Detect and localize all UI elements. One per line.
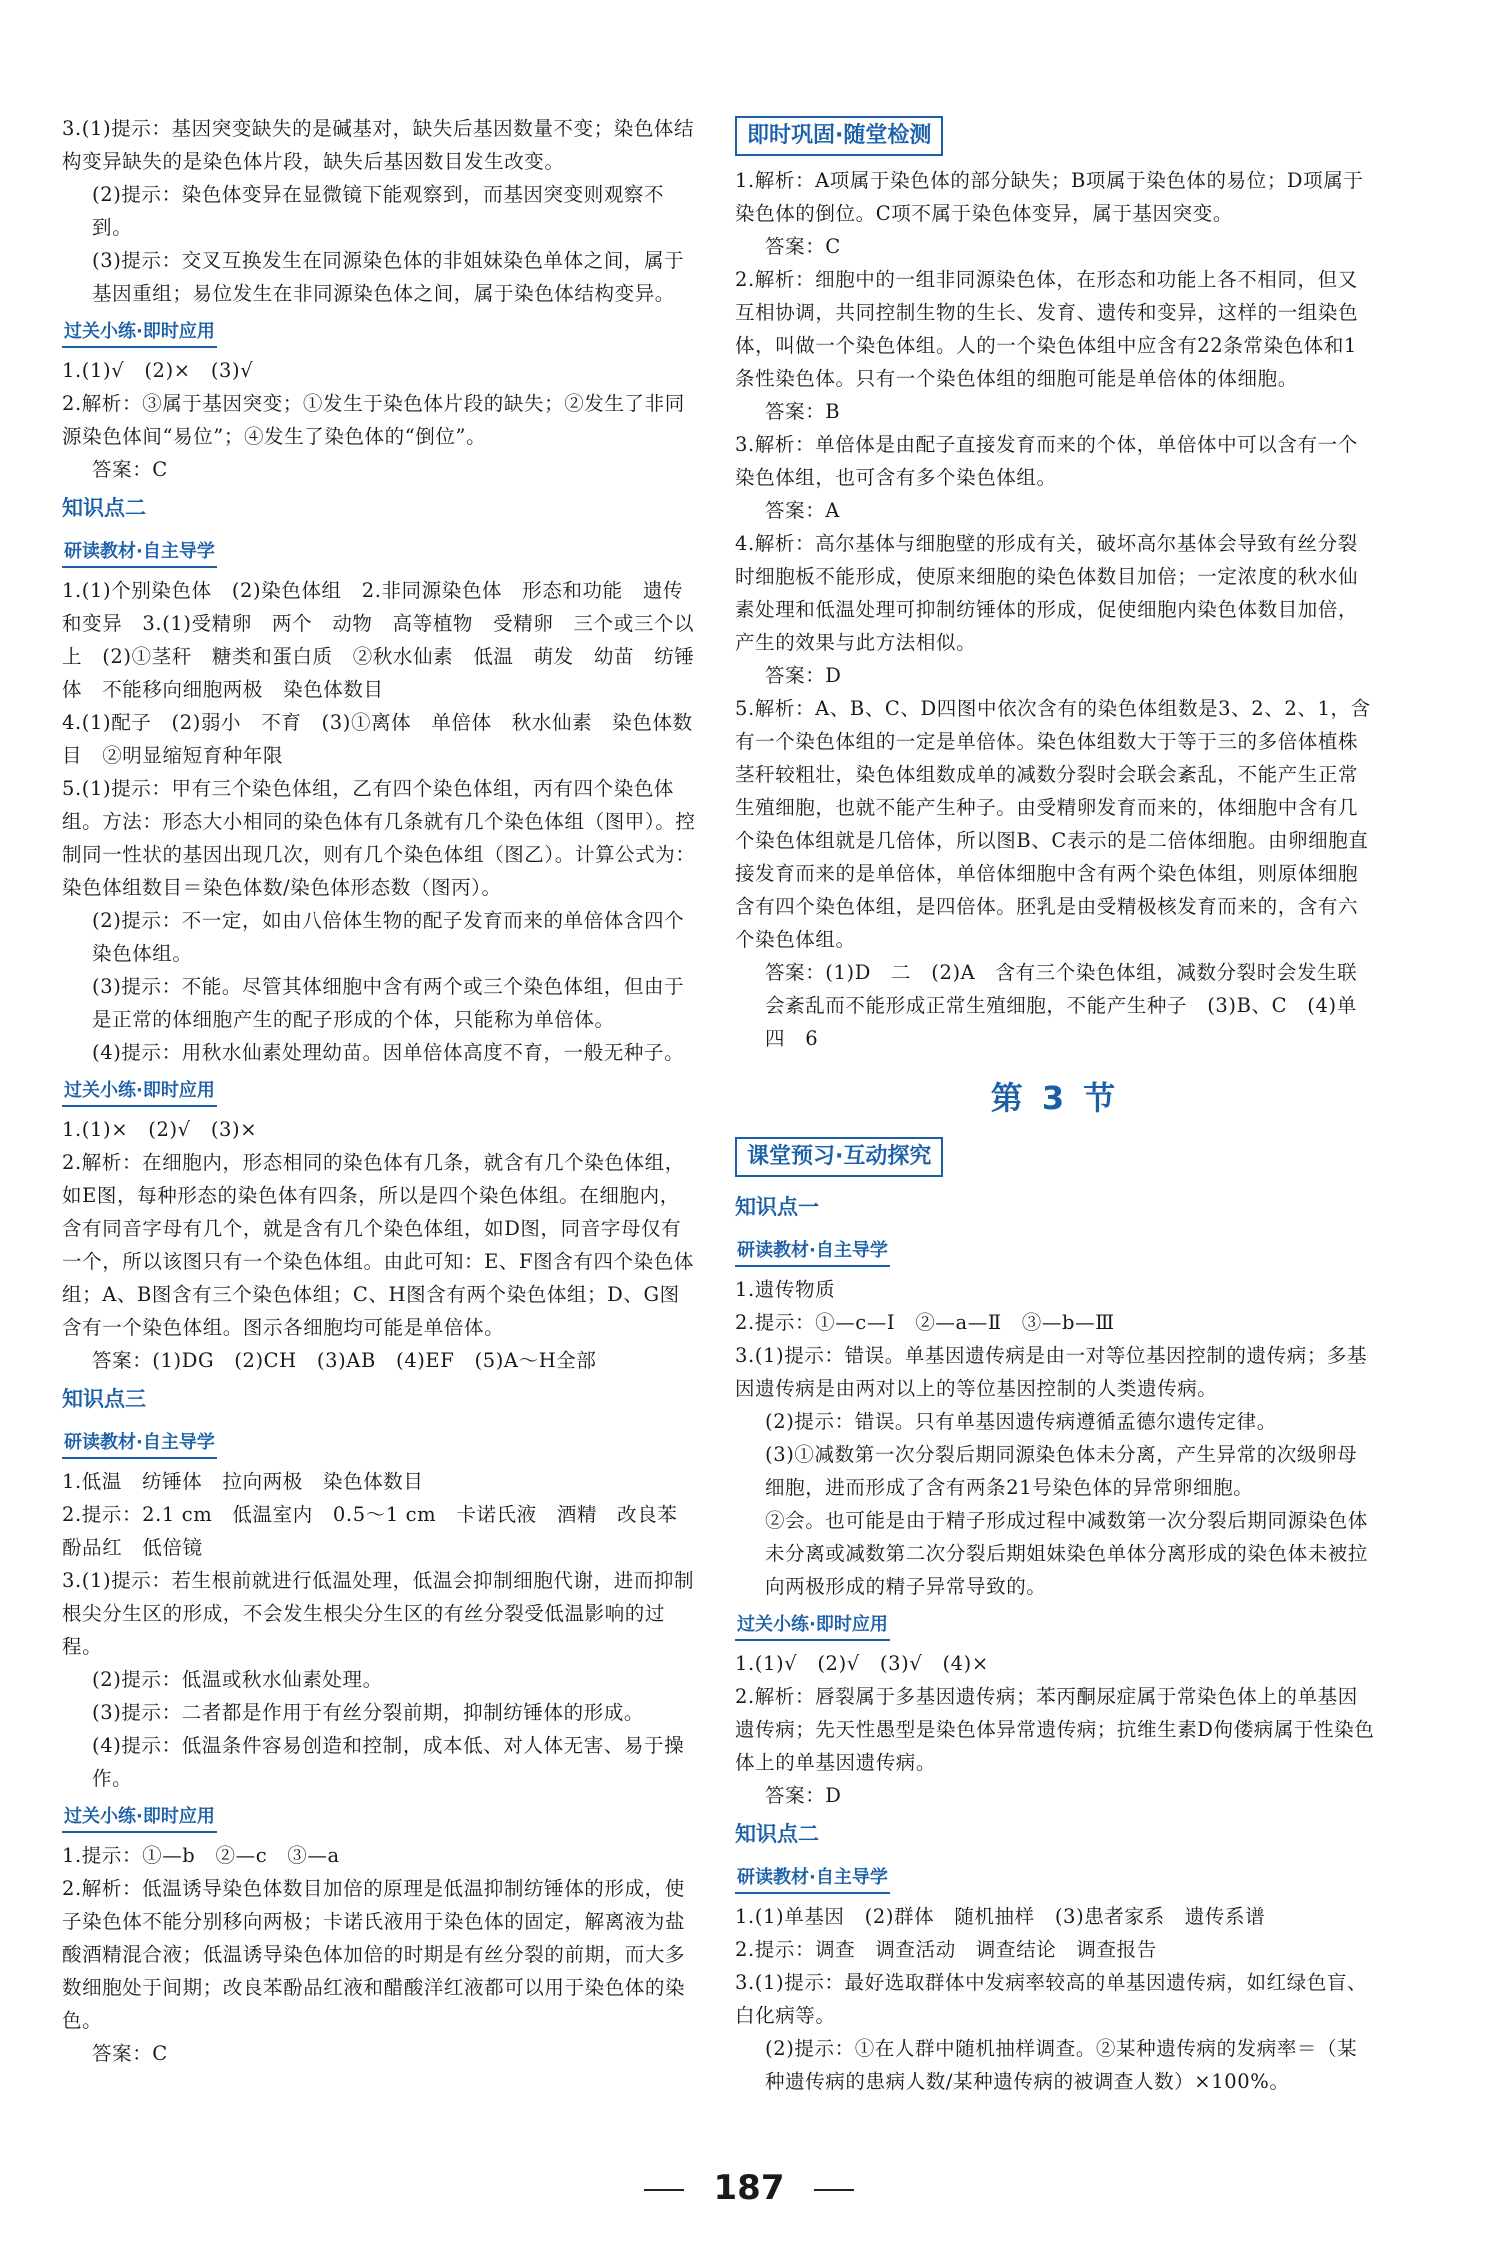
paragraph: 3.解析：单倍体是由配子直接发育而来的个体，单倍体中可以含有一个染色体组，也可含有多个染色体组。 (735, 433, 1358, 489)
paragraph: 2.解析：细胞中的一组非同源染色体，在形态和功能上各不相同，但又互相协调，共同控制生物的生长、发育、遗传和变异，这样的一组染色体，叫做一个染色体组。人的一个染色体组中应含有22条常染色体和1条性染色体。只有一个染色体组的细胞可能是单倍体的体细胞。 (735, 268, 1359, 390)
right-column (735, 112, 1375, 2098)
paragraph: 1.(1)√ (2)× (3)√ (62, 359, 254, 382)
paragraph: (4)提示：低温条件容易创造和控制，成本低、对人体无害、易于操作。 (92, 1734, 685, 1790)
paragraph: 答案：C (92, 2042, 168, 2065)
paragraph: 1.(1)√ (2)√ (3)√ (4)× (735, 1652, 989, 1675)
paragraph: 答案：A (765, 499, 840, 522)
left-column (62, 112, 697, 2070)
subsection-heading: 过关小练·即时应用 (62, 318, 217, 348)
paragraph: 1.低温 纺锤体 拉向两极 染色体数目 (62, 1470, 424, 1493)
paragraph: 答案：C (92, 458, 168, 481)
paragraph: 4.(1)配子 (2)弱小 不育 (3)①离体 单倍体 秋水仙素 染色体数目 ②明显缩短育种年限 (62, 711, 693, 767)
knowledge-point-heading: 知识点三 (62, 1387, 146, 1411)
paragraph: 5.(1)提示：甲有三个染色体组，乙有四个染色体组，丙有四个染色体组。方法：形态大小相同的染色体有几条就有几个染色体组（图甲）。控制同一性状的基因出现几次，则有几个染色体组（图乙）。计算公式为：染色体组数目＝染色体数/染色体形态数（图丙）。 (62, 777, 696, 899)
paragraph: (3)提示：不能。尽管其体细胞中含有两个或三个染色体组，但由于是正常的体细胞产生的配子形成的个体，只能称为单倍体。 (92, 975, 685, 1031)
paragraph: 1.遗传物质 (735, 1278, 836, 1301)
section-title: 第 3 节 (990, 1079, 1120, 1117)
paragraph: (2)提示：不一定，如由八倍体生物的配子发育而来的单倍体含四个染色体组。 (92, 909, 685, 965)
paragraph: 1.提示：①—b ②—c ③—a (62, 1844, 340, 1867)
page-number-footer (0, 2168, 1498, 2208)
footer-dash-right (814, 2189, 854, 2191)
knowledge-point-heading: 知识点二 (62, 496, 146, 520)
paragraph: 答案：C (765, 235, 841, 258)
paragraph: (2)提示：错误。只有单基因遗传病遵循孟德尔遗传定律。 (765, 1410, 1277, 1433)
boxed-section-heading: 即时巩固·随堂检测 (735, 116, 943, 156)
footer-dash-left (644, 2189, 684, 2191)
paragraph: 2.解析：在细胞内，形态相同的染色体有几条，就含有几个染色体组，如E图，每种形态的染色体有四条，所以是四个染色体组。在细胞内，含有同音字母有几个，就是含有几个染色体组，如D图，同音字母仅有一个，所以该图只有一个染色体组。由此可知：E、F图含有四个染色体组；A、B图含有三个染色体组；C、H图含有两个染色体组；D、G图含有一个染色体组。图示各细胞均可能是单倍体。 (62, 1151, 694, 1339)
paragraph: 3.(1)提示：基因突变缺失的是碱基对，缺失后基因数量不变；染色体结构变异缺失的是染色体片段，缺失后基因数目发生改变。 (62, 117, 695, 173)
paragraph: 1.解析：A项属于染色体的部分缺失；B项属于染色体的易位；D项属于染色体的倒位。C项不属于染色体变异，属于基因突变。 (735, 169, 1364, 225)
paragraph: 2.解析：低温诱导染色体数目加倍的原理是低温抑制纺锤体的形成，使子染色体不能分别移向两极；卡诺氏液用于染色体的固定，解离液为盐酸酒精混合液；低温诱导染色体加倍的时期是有丝分裂的前期，而大多数细胞处于间期；改良苯酚品红液和醋酸洋红液都可以用于染色体的染色。 (62, 1877, 686, 2032)
subsection-heading: 过关小练·即时应用 (62, 1077, 217, 1107)
paragraph: 答案：(1)D 二 (2)A 含有三个染色体组，减数分裂时会发生联会紊乱而不能形成正常生殖细胞，不能产生种子 (3)B、C (4)单 四 6 (765, 961, 1377, 1050)
paragraph: (3)提示：二者都是作用于有丝分裂前期，抑制纺锤体的形成。 (92, 1701, 645, 1724)
paragraph: 2.解析：③属于基因突变；①发生于染色体片段的缺失；②发生了非同源染色体间“易位”；④发生了染色体的“倒位”。 (62, 392, 685, 448)
paragraph: (3)①减数第一次分裂后期同源染色体未分离，产生异常的次级卵母细胞，进而形成了含有两条21号染色体的异常卵细胞。 (765, 1443, 1358, 1499)
knowledge-point-heading: 知识点一 (735, 1195, 819, 1219)
paragraph: 1.(1)单基因 (2)群体 随机抽样 (3)患者家系 遗传系谱 (735, 1905, 1266, 1928)
subsection-heading: 过关小练·即时应用 (62, 1803, 217, 1833)
knowledge-point-heading: 知识点二 (735, 1822, 819, 1846)
subsection-heading: 研读教材·自主导学 (735, 1237, 890, 1267)
paragraph: 3.(1)提示：最好选取群体中发病率较高的单基因遗传病，如红绿色盲、白化病等。 (735, 1971, 1368, 2027)
paragraph: 答案：D (765, 1784, 842, 1807)
paragraph: (3)提示：交叉互换发生在同源染色体的非姐妹染色单体之间，属于基因重组；易位发生在非同源染色体之间，属于染色体结构变异。 (92, 249, 685, 305)
paragraph: 3.(1)提示：若生根前就进行低温处理，低温会抑制细胞代谢，进而抑制根尖分生区的形成，不会发生根尖分生区的有丝分裂受低温影响的过程。 (62, 1569, 695, 1658)
paragraph: 3.(1)提示：错误。单基因遗传病是由一对等位基因控制的遗传病；多基因遗传病是由两对以上的等位基因控制的人类遗传病。 (735, 1344, 1368, 1400)
subsection-heading: 研读教材·自主导学 (735, 1864, 890, 1894)
paragraph: (2)提示：低温或秋水仙素处理。 (92, 1668, 383, 1691)
paragraph: 1.(1)个别染色体 (2)染色体组 2.非同源染色体 形态和功能 遗传和变异 3.(1)受精卵 两个 动物 高等植物 受精卵 三个或三个以上 (2)①茎秆 糖类和蛋白质 ②秋水仙素 低温 萌发 幼苗 纺锤体 不能移向细胞两极 染色体数目 (62, 579, 695, 701)
paragraph: 答案：D (765, 664, 842, 687)
paragraph: 2.提示：调查 调查活动 调查结论 调查报告 (735, 1938, 1157, 1961)
boxed-section-heading: 课堂预习·互动探究 (735, 1137, 943, 1177)
paragraph: 答案：(1)DG (2)CH (3)AB (4)EF (5)A～H全部 (92, 1349, 597, 1372)
paragraph: 答案：B (765, 400, 841, 423)
subsection-heading: 研读教材·自主导学 (62, 538, 217, 568)
paragraph: 2.解析：唇裂属于多基因遗传病；苯丙酮尿症属于常染色体上的单基因遗传病；先天性愚型是染色体异常遗传病；抗维生素D佝偻病属于性染色体上的单基因遗传病。 (735, 1685, 1375, 1774)
paragraph: 2.提示：2.1 cm 低温室内 0.5～1 cm 卡诺氏液 酒精 改良苯酚品红 低倍镜 (62, 1503, 678, 1559)
paragraph: 2.提示：①—c—Ⅰ ②—a—Ⅱ ③—b—Ⅲ (735, 1311, 1115, 1334)
paragraph: ②会。也可能是由于精子形成过程中减数第一次分裂后期同源染色体未分离或减数第二次分裂后期姐妹染色单体分离形成的染色体未被拉向两极形成的精子异常导致的。 (765, 1509, 1369, 1598)
paragraph: (4)提示：用秋水仙素处理幼苗。因单倍体高度不育，一般无种子。 (92, 1041, 685, 1064)
paragraph: 1.(1)× (2)√ (3)× (62, 1118, 258, 1141)
paragraph: 5.解析：A、B、C、D四图中依次含有的染色体组数是3、2、2、1，含有一个染色体组的一定是单倍体。染色体组数大于等于三的多倍体植株茎秆较粗壮，染色体组数成单的减数分裂时会联会紊乱，不能产生正常生殖细胞，也就不能产生种子。由受精卵发育而来的，体细胞中含有几个染色体组就是几倍体，所以图B、C表示的是二倍体细胞。由卵细胞直接发育而来的是单倍体，单倍体细胞中含有两个染色体组，则原体细胞含有四个染色体组，是四倍体。胚乳是由受精极核发育而来的，含有六个染色体组。 (735, 697, 1371, 951)
subsection-heading: 研读教材·自主导学 (62, 1429, 217, 1459)
subsection-heading: 过关小练·即时应用 (735, 1611, 890, 1641)
paragraph: (2)提示：染色体变异在显微镜下能观察到，而基因突变则观察不到。 (92, 183, 665, 239)
paragraph: 4.解析：高尔基体与细胞壁的形成有关，破坏高尔基体会导致有丝分裂时细胞板不能形成，使原来细胞的染色体数目加倍；一定浓度的秋水仙素处理和低温处理可抑制纺锤体的形成，促使细胞内染色体数目加倍，产生的效果与此方法相似。 (735, 532, 1359, 654)
page-number: 187 (713, 2168, 785, 2208)
paragraph: (2)提示：①在人群中随机抽样调查。②某种遗传病的发病率＝（某种遗传病的患病人数/某种遗传病的被调查人数）×100%。 (765, 2037, 1358, 2093)
